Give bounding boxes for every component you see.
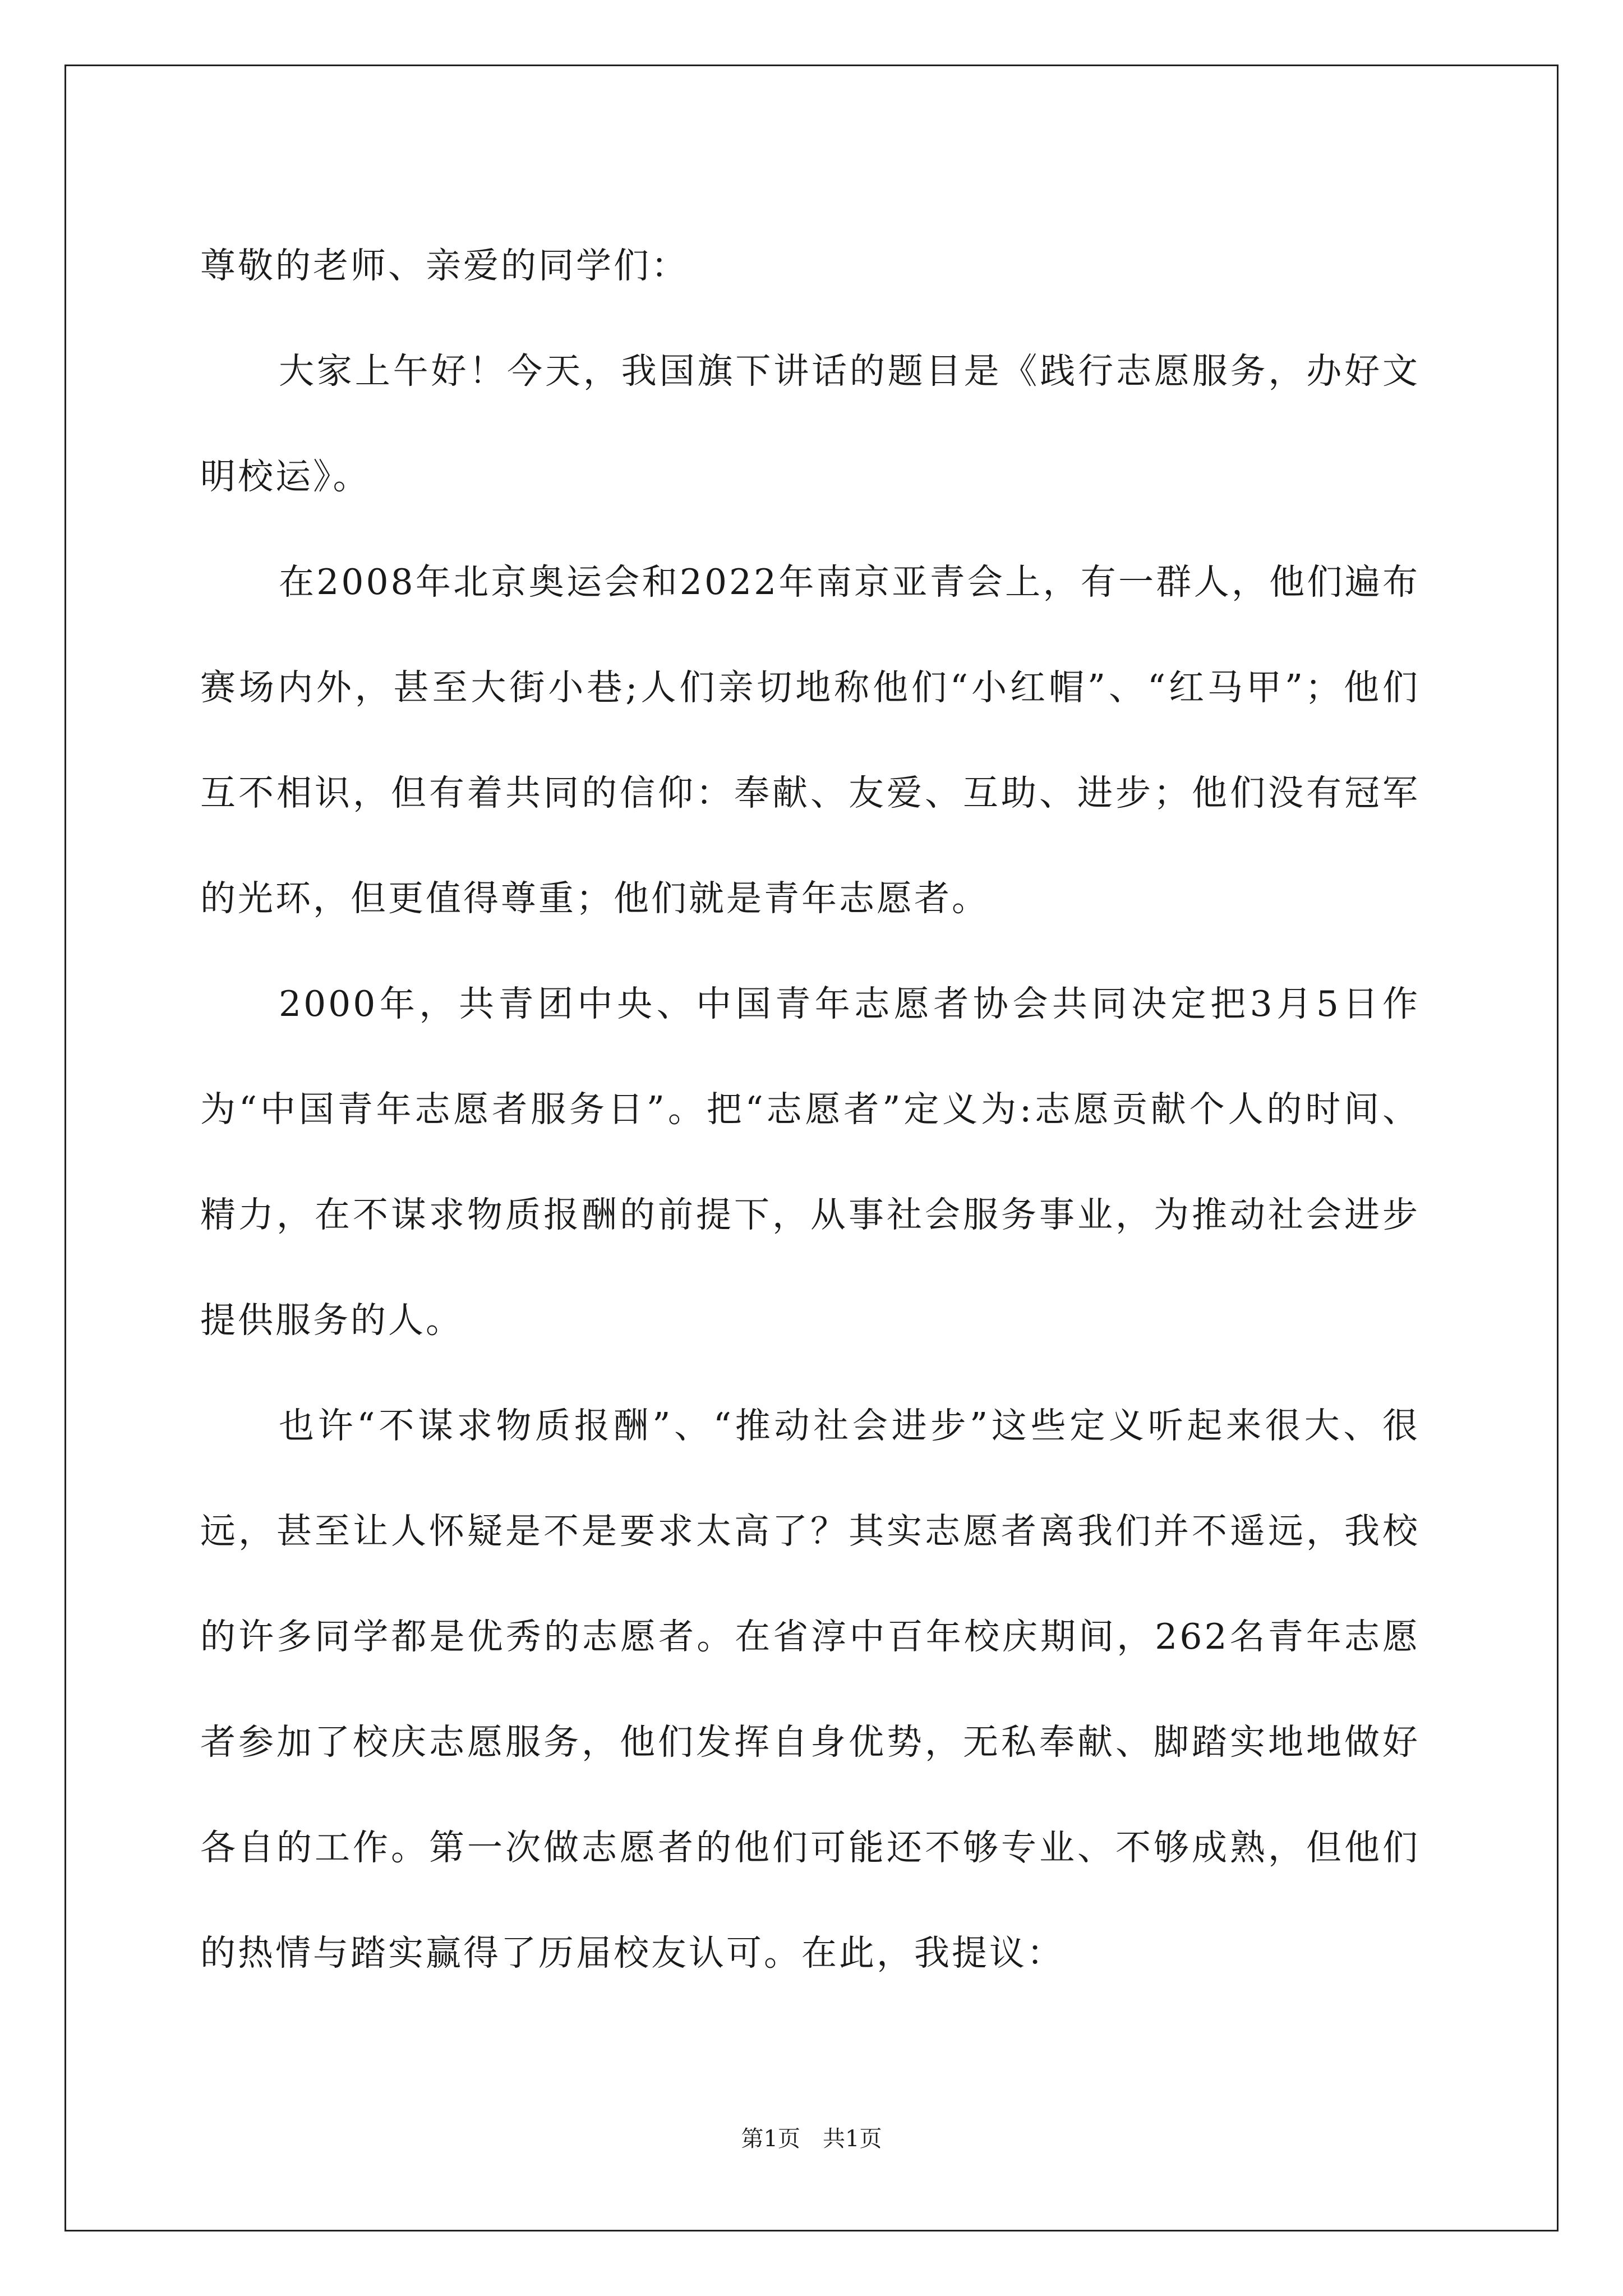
document-body <box>200 213 1420 2006</box>
paragraph-1: 大家上午好！今天，我国旗下讲话的题目是《践行志愿服务，办好文明校运》。 <box>200 351 1420 497</box>
paragraph-3: 2000年，共青团中央、中国青年志愿者协会共同决定把3月5日作为“中国青年志愿者服务日”。把“志愿者”定义为:志愿贡献个人的时间、精力，在不谋求物质报酬的前提下，从事社会服务事业，为推动社会进步提供服务的人。 <box>200 983 1420 1341</box>
paragraph-2: 在2008年北京奥运会和2022年南京亚青会上，有一群人，他们遍布赛场内外，甚至大街小巷;人们亲切地称他们“小红帽”、“红马甲”；他们互不相识，但有着共同的信仰：奉献、友爱、互助、进步；他们没有冠军的光环，但更值得尊重；他们就是青年志愿者。 <box>200 562 1420 919</box>
greeting-line: 尊敬的老师、亲爱的同学们： <box>200 245 689 286</box>
paragraph-4: 也许“不谋求物质报酬”、“推动社会进步”这些定义听起来很大、很远，甚至让人怀疑是不是要求太高了？其实志愿者离我们并不遥远，我校的许多同学都是优秀的志愿者。在省淳中百年校庆期间，262名青年志愿者参加了校庆志愿服务，他们发挥自身优势，无私奉献、脚踏实地地做好各自的工作。第一次做志愿者的他们可能还不够专业、不够成熟，但他们的热情与踏实赢得了历届校友认可。在此，我提议： <box>200 1405 1420 1973</box>
page-number-footer: 第1页 共1页 <box>741 2126 882 2152</box>
